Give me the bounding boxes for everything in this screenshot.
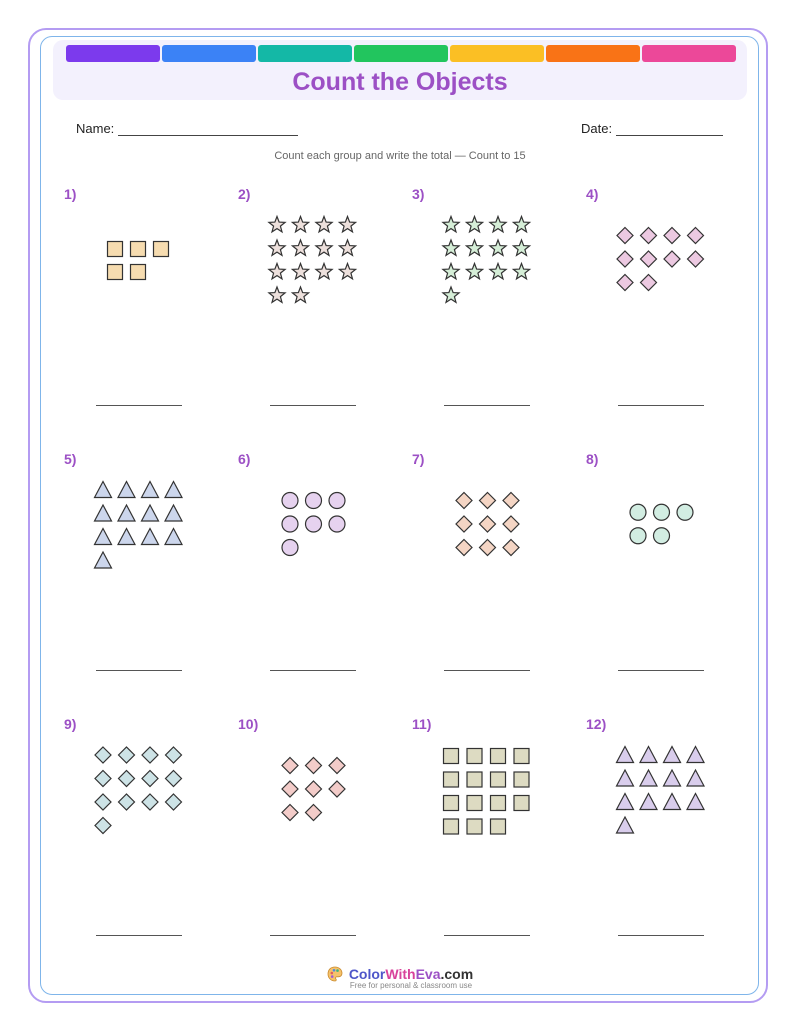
- object-group: [238, 451, 412, 661]
- object-group: [238, 186, 412, 396]
- star-shape: [443, 240, 459, 255]
- square-shape: [514, 772, 529, 787]
- name-field: [76, 121, 298, 136]
- star-shape: [443, 217, 459, 232]
- answer-line[interactable]: [270, 405, 356, 406]
- square-shape: [514, 796, 529, 811]
- date-blank: [616, 123, 723, 136]
- diamond-shape: [641, 251, 657, 267]
- answer-line[interactable]: [96, 935, 182, 936]
- diamond-shape: [617, 228, 633, 244]
- diamond-shape: [503, 493, 519, 509]
- problem-number: 3): [412, 186, 425, 202]
- star-shape: [490, 217, 506, 232]
- diamond-shape: [456, 516, 472, 532]
- star-shape: [269, 287, 285, 302]
- square-shape: [108, 265, 123, 280]
- problem-number: 9): [64, 716, 77, 732]
- object-group: [64, 451, 238, 661]
- diamond-shape: [142, 747, 158, 763]
- answer-line[interactable]: [618, 670, 704, 671]
- diamond-shape: [329, 781, 345, 797]
- circle-shape: [654, 528, 670, 544]
- triangle-shape: [118, 482, 135, 498]
- square-shape: [467, 796, 482, 811]
- star-shape: [513, 264, 529, 279]
- star-shape: [466, 240, 482, 255]
- star-shape: [292, 240, 308, 255]
- star-shape: [490, 264, 506, 279]
- square-shape: [131, 265, 146, 280]
- star-shape: [292, 287, 308, 302]
- problem-11: [412, 716, 586, 981]
- problem-2: [238, 186, 412, 451]
- palette-icon: [327, 966, 343, 982]
- triangle-shape: [640, 770, 657, 786]
- object-group: [586, 186, 760, 396]
- star-shape: [269, 240, 285, 255]
- instructions: Count each group and write the total — Count to 15: [274, 150, 526, 162]
- diamond-shape: [664, 251, 680, 267]
- diamond-shape: [119, 747, 135, 763]
- color-stripe: [258, 45, 352, 62]
- footer: [0, 966, 800, 990]
- diamond-shape: [456, 540, 472, 556]
- date-field: [581, 121, 723, 136]
- triangle-shape: [687, 747, 704, 763]
- color-stripes: [66, 45, 736, 62]
- diamond-shape: [119, 794, 135, 810]
- name-blank: [118, 123, 298, 136]
- triangle-shape: [664, 770, 681, 786]
- star-shape: [292, 217, 308, 232]
- answer-line[interactable]: [444, 405, 530, 406]
- brand-color-text: Color: [348, 966, 386, 982]
- problem-7: [412, 451, 586, 716]
- footer-brand: [0, 966, 800, 982]
- diamond-shape: [282, 781, 298, 797]
- square-shape: [491, 772, 506, 787]
- triangle-shape: [687, 770, 704, 786]
- problem-1: [64, 186, 238, 451]
- color-stripe: [546, 45, 640, 62]
- object-group: [586, 451, 760, 661]
- square-shape: [467, 819, 482, 834]
- triangle-shape: [118, 505, 135, 521]
- diamond-shape: [95, 771, 111, 787]
- brand-eva-text: Eva: [415, 966, 441, 982]
- problem-6: [238, 451, 412, 716]
- footer-tagline: Free for personal & classroom use: [349, 981, 473, 990]
- diamond-shape: [641, 228, 657, 244]
- star-shape: [269, 264, 285, 279]
- problem-number: 1): [64, 186, 77, 202]
- circle-shape: [677, 504, 693, 520]
- star-shape: [339, 217, 355, 232]
- triangle-shape: [617, 770, 634, 786]
- triangle-shape: [118, 529, 135, 545]
- circle-shape: [306, 493, 322, 509]
- triangle-shape: [664, 747, 681, 763]
- diamond-shape: [503, 516, 519, 532]
- problem-12: [586, 716, 760, 981]
- problem-number: 4): [586, 186, 599, 202]
- triangle-shape: [640, 794, 657, 810]
- square-shape: [491, 819, 506, 834]
- problem-number: 2): [238, 186, 251, 202]
- object-group: [586, 716, 760, 926]
- problem-number: 8): [586, 451, 599, 467]
- diamond-shape: [95, 818, 111, 834]
- diamond-shape: [166, 794, 182, 810]
- color-stripe: [162, 45, 256, 62]
- answer-line[interactable]: [618, 405, 704, 406]
- problem-number: 10): [238, 716, 259, 732]
- triangle-shape: [165, 482, 182, 498]
- circle-shape: [282, 493, 298, 509]
- star-shape: [443, 287, 459, 302]
- object-group: [412, 716, 586, 926]
- color-stripe: [450, 45, 544, 62]
- star-shape: [339, 264, 355, 279]
- triangle-shape: [640, 747, 657, 763]
- answer-line[interactable]: [444, 935, 530, 936]
- square-shape: [108, 242, 123, 257]
- problem-4: [586, 186, 760, 451]
- object-group: [64, 186, 238, 396]
- star-shape: [316, 240, 332, 255]
- brand-with-text: With: [385, 966, 416, 982]
- diamond-shape: [456, 493, 472, 509]
- star-shape: [513, 217, 529, 232]
- problem-5: [64, 451, 238, 716]
- diamond-shape: [641, 275, 657, 291]
- brand-com-text: .com: [440, 966, 474, 982]
- answer-line[interactable]: [270, 670, 356, 671]
- triangle-shape: [617, 817, 634, 833]
- diamond-shape: [142, 771, 158, 787]
- triangle-shape: [165, 505, 182, 521]
- color-stripe: [354, 45, 448, 62]
- triangle-shape: [617, 794, 634, 810]
- triangle-shape: [664, 794, 681, 810]
- circle-shape: [630, 528, 646, 544]
- answer-line[interactable]: [444, 670, 530, 671]
- problem-8: [586, 451, 760, 716]
- diamond-shape: [617, 251, 633, 267]
- square-shape: [444, 796, 459, 811]
- diamond-shape: [306, 781, 322, 797]
- circle-shape: [329, 516, 345, 532]
- answer-line[interactable]: [96, 670, 182, 671]
- diamond-shape: [119, 771, 135, 787]
- triangle-shape: [142, 482, 159, 498]
- diamond-shape: [480, 516, 496, 532]
- triangle-shape: [617, 747, 634, 763]
- diamond-shape: [688, 228, 704, 244]
- diamond-shape: [142, 794, 158, 810]
- square-shape: [444, 772, 459, 787]
- square-shape: [491, 749, 506, 764]
- diamond-shape: [306, 805, 322, 821]
- star-shape: [466, 217, 482, 232]
- color-stripe: [642, 45, 736, 62]
- problem-number: 12): [586, 716, 607, 732]
- triangle-shape: [142, 505, 159, 521]
- problem-number: 11): [412, 716, 432, 732]
- date-label: Date:: [581, 121, 613, 136]
- diamond-shape: [166, 771, 182, 787]
- square-shape: [514, 749, 529, 764]
- circle-shape: [282, 516, 298, 532]
- diamond-shape: [480, 540, 496, 556]
- problem-10: [238, 716, 412, 981]
- triangle-shape: [95, 529, 112, 545]
- star-shape: [316, 217, 332, 232]
- diamond-shape: [688, 251, 704, 267]
- star-shape: [316, 264, 332, 279]
- diamond-shape: [617, 275, 633, 291]
- triangle-shape: [687, 794, 704, 810]
- problem-number: 6): [238, 451, 251, 467]
- triangle-shape: [142, 529, 159, 545]
- answer-line[interactable]: [270, 935, 356, 936]
- star-shape: [292, 264, 308, 279]
- triangle-shape: [95, 552, 112, 568]
- circle-shape: [654, 504, 670, 520]
- triangle-shape: [165, 529, 182, 545]
- star-shape: [513, 240, 529, 255]
- answer-line[interactable]: [618, 935, 704, 936]
- diamond-shape: [306, 758, 322, 774]
- color-stripe: [66, 45, 160, 62]
- worksheet-title: Count the Objects: [292, 68, 508, 96]
- diamond-shape: [166, 747, 182, 763]
- object-group: [64, 716, 238, 926]
- star-shape: [490, 240, 506, 255]
- square-shape: [467, 772, 482, 787]
- problem-number: 7): [412, 451, 425, 467]
- diamond-shape: [664, 228, 680, 244]
- object-group: [412, 451, 586, 661]
- star-shape: [443, 264, 459, 279]
- square-shape: [491, 796, 506, 811]
- circle-shape: [630, 504, 646, 520]
- diamond-shape: [480, 493, 496, 509]
- star-shape: [269, 217, 285, 232]
- name-label: Name:: [76, 121, 115, 136]
- diamond-shape: [282, 758, 298, 774]
- diamond-shape: [282, 805, 298, 821]
- answer-line[interactable]: [96, 405, 182, 406]
- square-shape: [444, 819, 459, 834]
- problem-9: [64, 716, 238, 981]
- square-shape: [131, 242, 146, 257]
- triangle-shape: [95, 482, 112, 498]
- diamond-shape: [95, 747, 111, 763]
- circle-shape: [329, 493, 345, 509]
- problem-3: [412, 186, 586, 451]
- diamond-shape: [95, 794, 111, 810]
- triangle-shape: [95, 505, 112, 521]
- object-group: [238, 716, 412, 926]
- square-shape: [444, 749, 459, 764]
- square-shape: [467, 749, 482, 764]
- diamond-shape: [503, 540, 519, 556]
- problem-number: 5): [64, 451, 77, 467]
- circle-shape: [306, 516, 322, 532]
- circle-shape: [282, 540, 298, 556]
- star-shape: [466, 264, 482, 279]
- star-shape: [339, 240, 355, 255]
- diamond-shape: [329, 758, 345, 774]
- object-group: [412, 186, 586, 396]
- square-shape: [154, 242, 169, 257]
